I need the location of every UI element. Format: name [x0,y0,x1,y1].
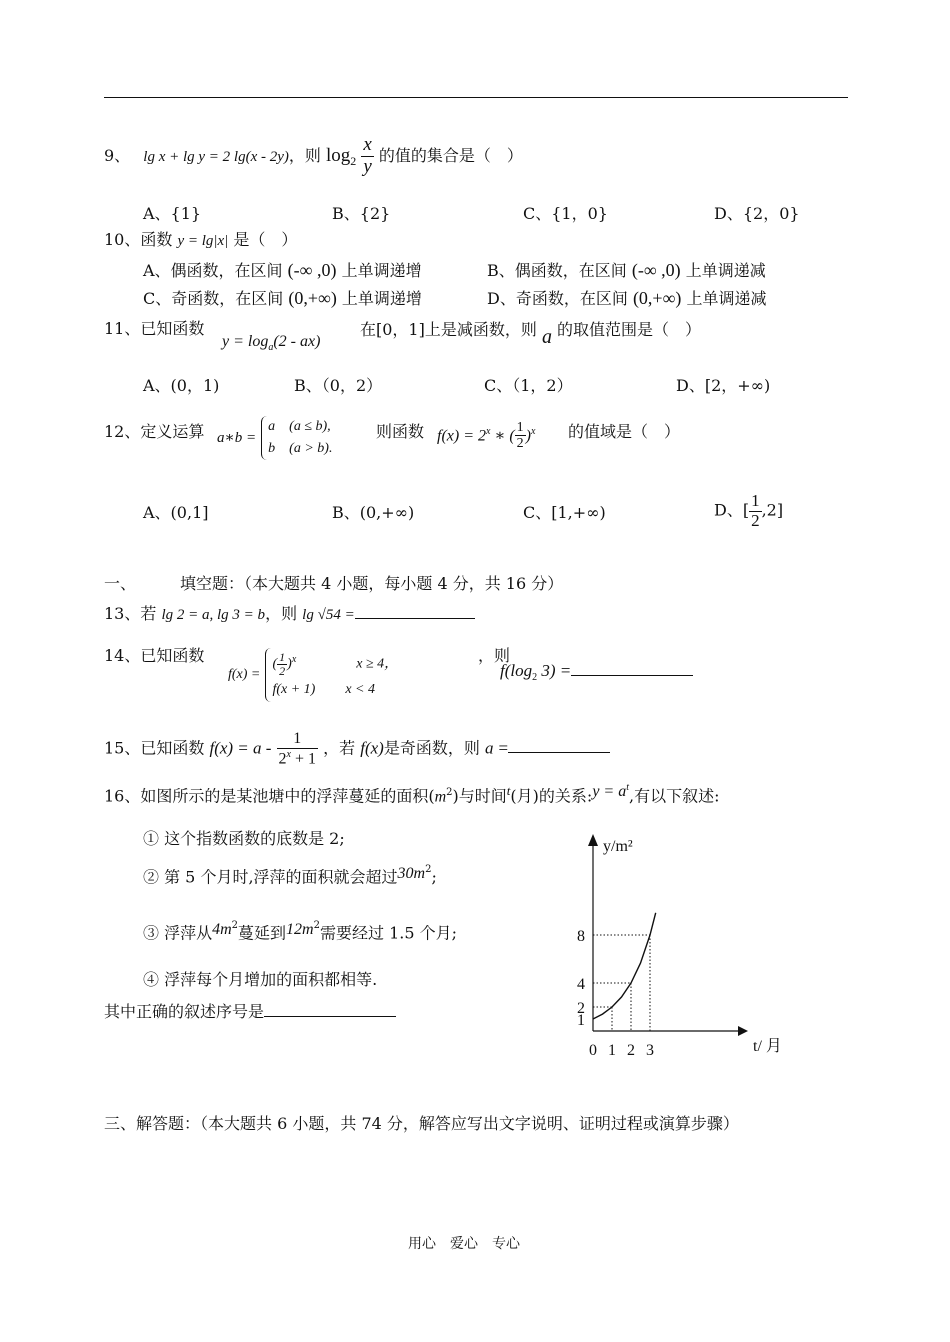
q16-statement-1: ① 这个指数函数的底数是 2; [143,829,345,848]
x-tick-label-2: 2 [627,1042,635,1059]
q12-connector: 则函数 [376,422,425,441]
q9-option-c: C、{1，0} [523,204,608,223]
q9-option-b: B、{2} [332,204,391,223]
q16-statement-2: ② 第 5 个月时,浮萍的面积就会超过$30m^2$; [143,864,437,887]
q9-fraction: $\frac{x}{y}$ [363,134,372,177]
header-rule [104,97,848,98]
q12-function: $f(x) = 2^x$ ∗ ( $\frac{1}{2}$ )$^x$ [437,420,536,452]
q15-answer-blank[interactable] [508,736,610,753]
q10-option-d: D、奇函数，在区间 (0,+∞) 上单调递减 [487,288,767,308]
q9-number: 9、 [104,145,131,165]
question-14: 14、已知函数 [104,646,205,665]
question-13: 13、若 lg 2 = a, lg 3 = b，则 lg √54 = [104,602,475,625]
q10-option-a: A、偶函数，在区间 (-∞ ,0) 上单调递增 [143,260,422,280]
q9-condition: lg x + lg y = 2 lg(x - 2y) [143,148,289,165]
x-tick-label-3: 3 [646,1042,654,1059]
section-3-heading: 三、解答题：（本大题共 6 小题，共 74 分，解答应写出文字说明、证明过程或演算步骤） [104,1114,739,1133]
q16-answer-blank[interactable] [264,1000,396,1017]
x-axis-label: t/ 月 [753,1038,782,1055]
q9-log-base: 2 [350,154,357,169]
q16-statement-3: ③ 浮萍从$4m^2$蔓延到$12m^2$需要经过 1.5 个月; [143,920,457,943]
q14-question: $f(\log_2$ 3) = [500,659,693,688]
q12-option-a: A、(0,1] [143,503,209,522]
duckweed-growth-chart [560,822,800,1068]
q13-answer-blank[interactable] [355,602,475,619]
q16-answer-prompt: 其中正确的叙述序号是 [104,1000,396,1022]
q11-option-c: C、（1，2） [484,376,573,395]
q9-option-a: A、{1} [143,204,202,223]
q10-expression: y = lg|x| [177,233,229,249]
q14-connector: ，则 [478,646,511,665]
q9-tail: 的值的集合是（ ） [378,145,523,165]
q10-option-b: B、偶函数，在区间 (-∞ ,0) 上单调递减 [487,260,766,280]
question-9 [104,135,523,178]
q11-option-d: D、[2，+∞) [676,376,771,395]
question-11: 11、已知函数 [104,319,205,338]
growth-curve [593,913,656,1019]
y-axis-label: y/m² [603,838,633,855]
q12-option-d: D、[ $\frac{1}{2}$ ,2] [714,491,784,530]
question-15: 15、已知函数 f(x) = a - $\frac{1}{2^x + 1}$ ，若 f(x)是奇函数，则 a = [104,730,610,768]
y-tick-label-2: 2 [577,1000,585,1017]
y-axis-arrow [588,834,598,846]
x-tick-label-0: 0 [589,1042,597,1059]
q11-tail: 在[0，1]上是减函数，则 a 的取值范围是（ ） [360,320,702,348]
q16-statement-4: ④ 浮萍每个月增加的面积都相等. [143,970,378,989]
y-tick-label-8: 8 [577,928,585,945]
q10-option-c: C、奇函数，在区间 (0,+∞) 上单调递增 [143,288,422,308]
q12-cases: a (a ≤ b), b (a > b). [261,416,332,460]
q12-option-c: C、[1,+∞) [523,503,606,522]
q11-function: $y = \log_a(2 - ax)$ [222,333,321,354]
q11-option-a: A、(0，1) [143,376,220,395]
q12-tail: 的值域是（ ） [568,422,681,441]
question-12: 12、定义运算 [104,422,205,441]
q12-option-b: B、(0,+∞) [332,503,415,522]
q9-log: log [326,144,351,166]
q12-operation-definition: a∗b = a (a ≤ b), b (a > b). [217,416,332,460]
q11-option-b: B、（0，2） [294,376,383,395]
x-tick-label-1: 1 [608,1042,616,1059]
question-16: 16、如图所示的是某池塘中的浮萍蔓延的面积$(m^2)$与时间$^t$(月)的关系:y = $a^t$,有以下叙述: [104,782,720,806]
x-axis-arrow [738,1026,748,1036]
section-2-heading: 一、 填空题：（本大题共 4 小题，每小题 4 分，共 16 分） [104,574,564,593]
q14-answer-blank[interactable] [571,659,693,676]
page-footer: 用心 爱心 专心 [408,1236,520,1252]
y-tick-label-4: 4 [577,976,585,993]
q14-function-definition: f(x) = ( $\frac{1}{2}$ )$^x$ x ≥ 4， f(x + 1) x < 4 [228,648,398,702]
q9-connector: ，则 [288,145,321,165]
question-10: 10、函数 y = lg|x| 是（ ） [104,230,298,249]
q9-option-d: D、{2，0} [714,204,800,223]
y-tick-label-1: 1 [577,1012,585,1029]
